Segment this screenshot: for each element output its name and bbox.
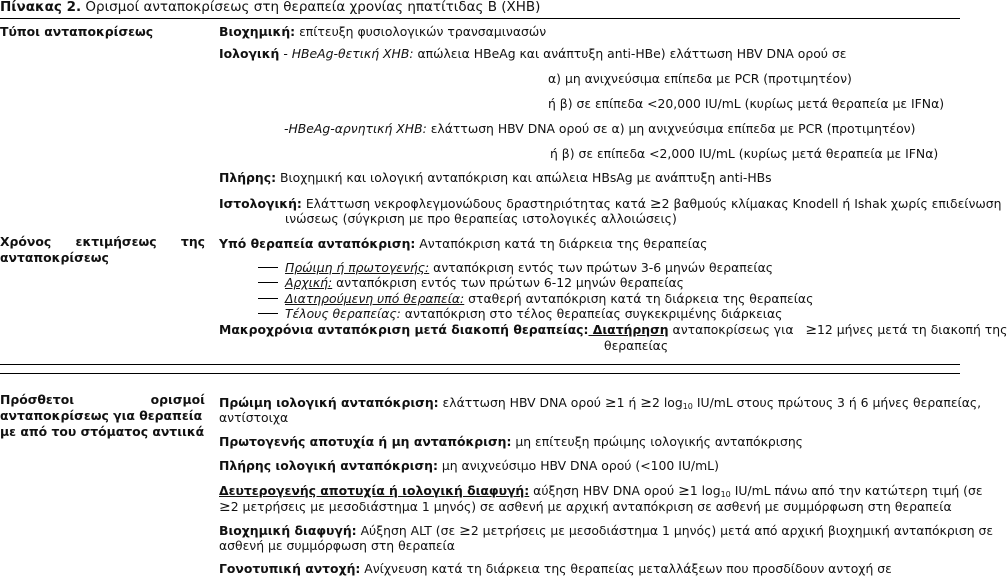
rule-mid-1 xyxy=(0,364,960,365)
bullet-dash xyxy=(258,267,278,268)
list-item: Τέλους θεραπείας: ανταπόκριση στο τέλος θεραπείας συγκεκριμένης διάρκειας xyxy=(285,306,783,321)
virologic-breakthrough-cont: ≥2 μετρήσεις με μεσοδιάστημα 1 μηνός) σε ασθενή με αρχική ανταπόκριση σε ασθενή με συμμόρφωση στη θεραπεία xyxy=(219,499,952,515)
virologic-option-b: ή β) σε επίπεδα <20,000 IU/mL (κυρίως μετά θεραπεία με IFNα) xyxy=(548,96,945,111)
label-response-types: Τύποι ανταποκρίσεως xyxy=(0,24,154,39)
table-title: Πίνακας 2. Ορισμοί ανταποκρίσεως στη θεραπεία χρονίας ηπατίτιδας Β (ΧΗΒ) xyxy=(0,0,541,15)
early-virologic-response: Πρώιμη ιολογική ανταπόκριση: ελάττωση HBV DNA ορού ≥1 ή ≥2 $\log_{10} IU/mL$ στους πρώτους 3 ή 6 μήνες θεραπείας, xyxy=(219,395,982,411)
bullet-dash xyxy=(258,282,278,283)
virologic-option-a: α) μη ανιχνεύσιμα επίπεδα με PCR (προτιμητέον) xyxy=(548,71,852,86)
bullet-dash xyxy=(258,313,278,314)
complete-response: Πλήρης: Βιοχημική και ιολογική ανταπόκριση και απώλεια HBsAg με ανάπτυξη anti-HBs xyxy=(219,170,772,185)
label-oral-antivirals: Πρόσθετοι ορισμοί ανταποκρίσεως για θεραπεία με από του στόματος αντιικά xyxy=(0,392,205,440)
biochemical-response: Βιοχημική: επίτευξη φυσιολογικών τρανσαμινασών xyxy=(219,24,547,39)
list-item: Διατηρούμενη υπό θεραπεία: σταθερή ανταπόκριση κατά τη διάρκεια της θεραπείας xyxy=(285,291,814,306)
bullet-dash xyxy=(258,298,278,299)
hbeag-negative-response: -HBeAg-αρνητική ΧΗΒ: ελάττωση HBV DNA ορού σε α) μη ανιχνεύσιμα επίπεδα με PCR (προτιμητέον) xyxy=(284,121,916,136)
long-term-response-cont: θεραπείας xyxy=(604,338,669,353)
list-item: Πρώιμη ή πρωτογενής: ανταπόκριση εντός των πρώτων 3-6 μηνών θεραπείας xyxy=(285,260,774,275)
virologic-breakthrough: Δευτερογενής αποτυχία ή ιολογική διαφυγή: αύξηση HBV DNA ορού ≥1 $\log_{10} IU/mL$ πάνω από την κατώτερη τιμή (σε xyxy=(219,483,983,499)
rule-top xyxy=(0,18,960,19)
biochemical-breakthrough-cont: ασθενή με συμμόρφωση στη θεραπεία xyxy=(219,538,455,553)
histologic-response-cont: ινώσεως (σύγκριση με προ θεραπείας ιστολογικές αλλοιώσεις) xyxy=(285,211,677,226)
complete-virologic-response: Πλήρης ιολογική ανταπόκριση: μη ανιχνεύσιμο HBV DNA ορού (<100 IU/mL) xyxy=(219,458,719,473)
biochemical-breakthrough: Βιοχημική διαφυγή: Αύξηση ALT (σε ≥2 μετρήσεις με μεσοδιάστημα 1 μηνός) μετά από αρχική βιοχημική ανταπόκριση σε xyxy=(219,523,994,539)
histologic-response: Ιστολογική: Ελάττωση νεκροφλεγμονώδους δραστηριότητας κατά ≥2 βαθμούς κλίμακας Knodell ή Ishak χωρίς επιδείνωση xyxy=(219,196,1002,212)
hbeag-negative-option-b: ή β) σε επίπεδα <2,000 IU/mL (κυρίως μετά θεραπεία με IFNα) xyxy=(550,146,939,161)
rule-mid-2 xyxy=(0,373,960,374)
list-item: Αρχική: ανταπόκριση εντός των πρώτων 6-12 μηνών θεραπείας xyxy=(285,275,684,290)
early-virologic-response-cont: αντίστοιχα xyxy=(219,410,289,425)
long-term-response: Μακροχρόνια ανταπόκριση μετά διακοπή θεραπείας: Διατήρηση ανταποκρίσεως για ≥12 μήνες μετά τη διακοπή της xyxy=(219,322,1007,338)
genotypic-resistance: Γονοτυπική αντοχή: Ανίχνευση κατά τη διάρκεια της θεραπείας μεταλλάξεων που προσδίδουν αντοχή σε xyxy=(219,561,892,576)
on-treatment-response: Υπό θεραπεία ανταπόκριση: Ανταπόκριση κατά τη διάρκεια της θεραπείας xyxy=(219,236,708,251)
label-evaluation-time: Χρόνος εκτιμήσεως της ανταποκρίσεως xyxy=(0,234,205,266)
primary-failure: Πρωτογενής αποτυχία ή μη ανταπόκριση: μη επίτευξη πρώιμης ιολογικής ανταπόκρισης xyxy=(219,434,803,449)
virologic-response: Ιολογική - HBeAg-θετική ΧΗΒ: απώλεια HBeAg και ανάπτυξη anti-HBe) ελάττωση HBV DNA ορού σε xyxy=(219,46,847,61)
